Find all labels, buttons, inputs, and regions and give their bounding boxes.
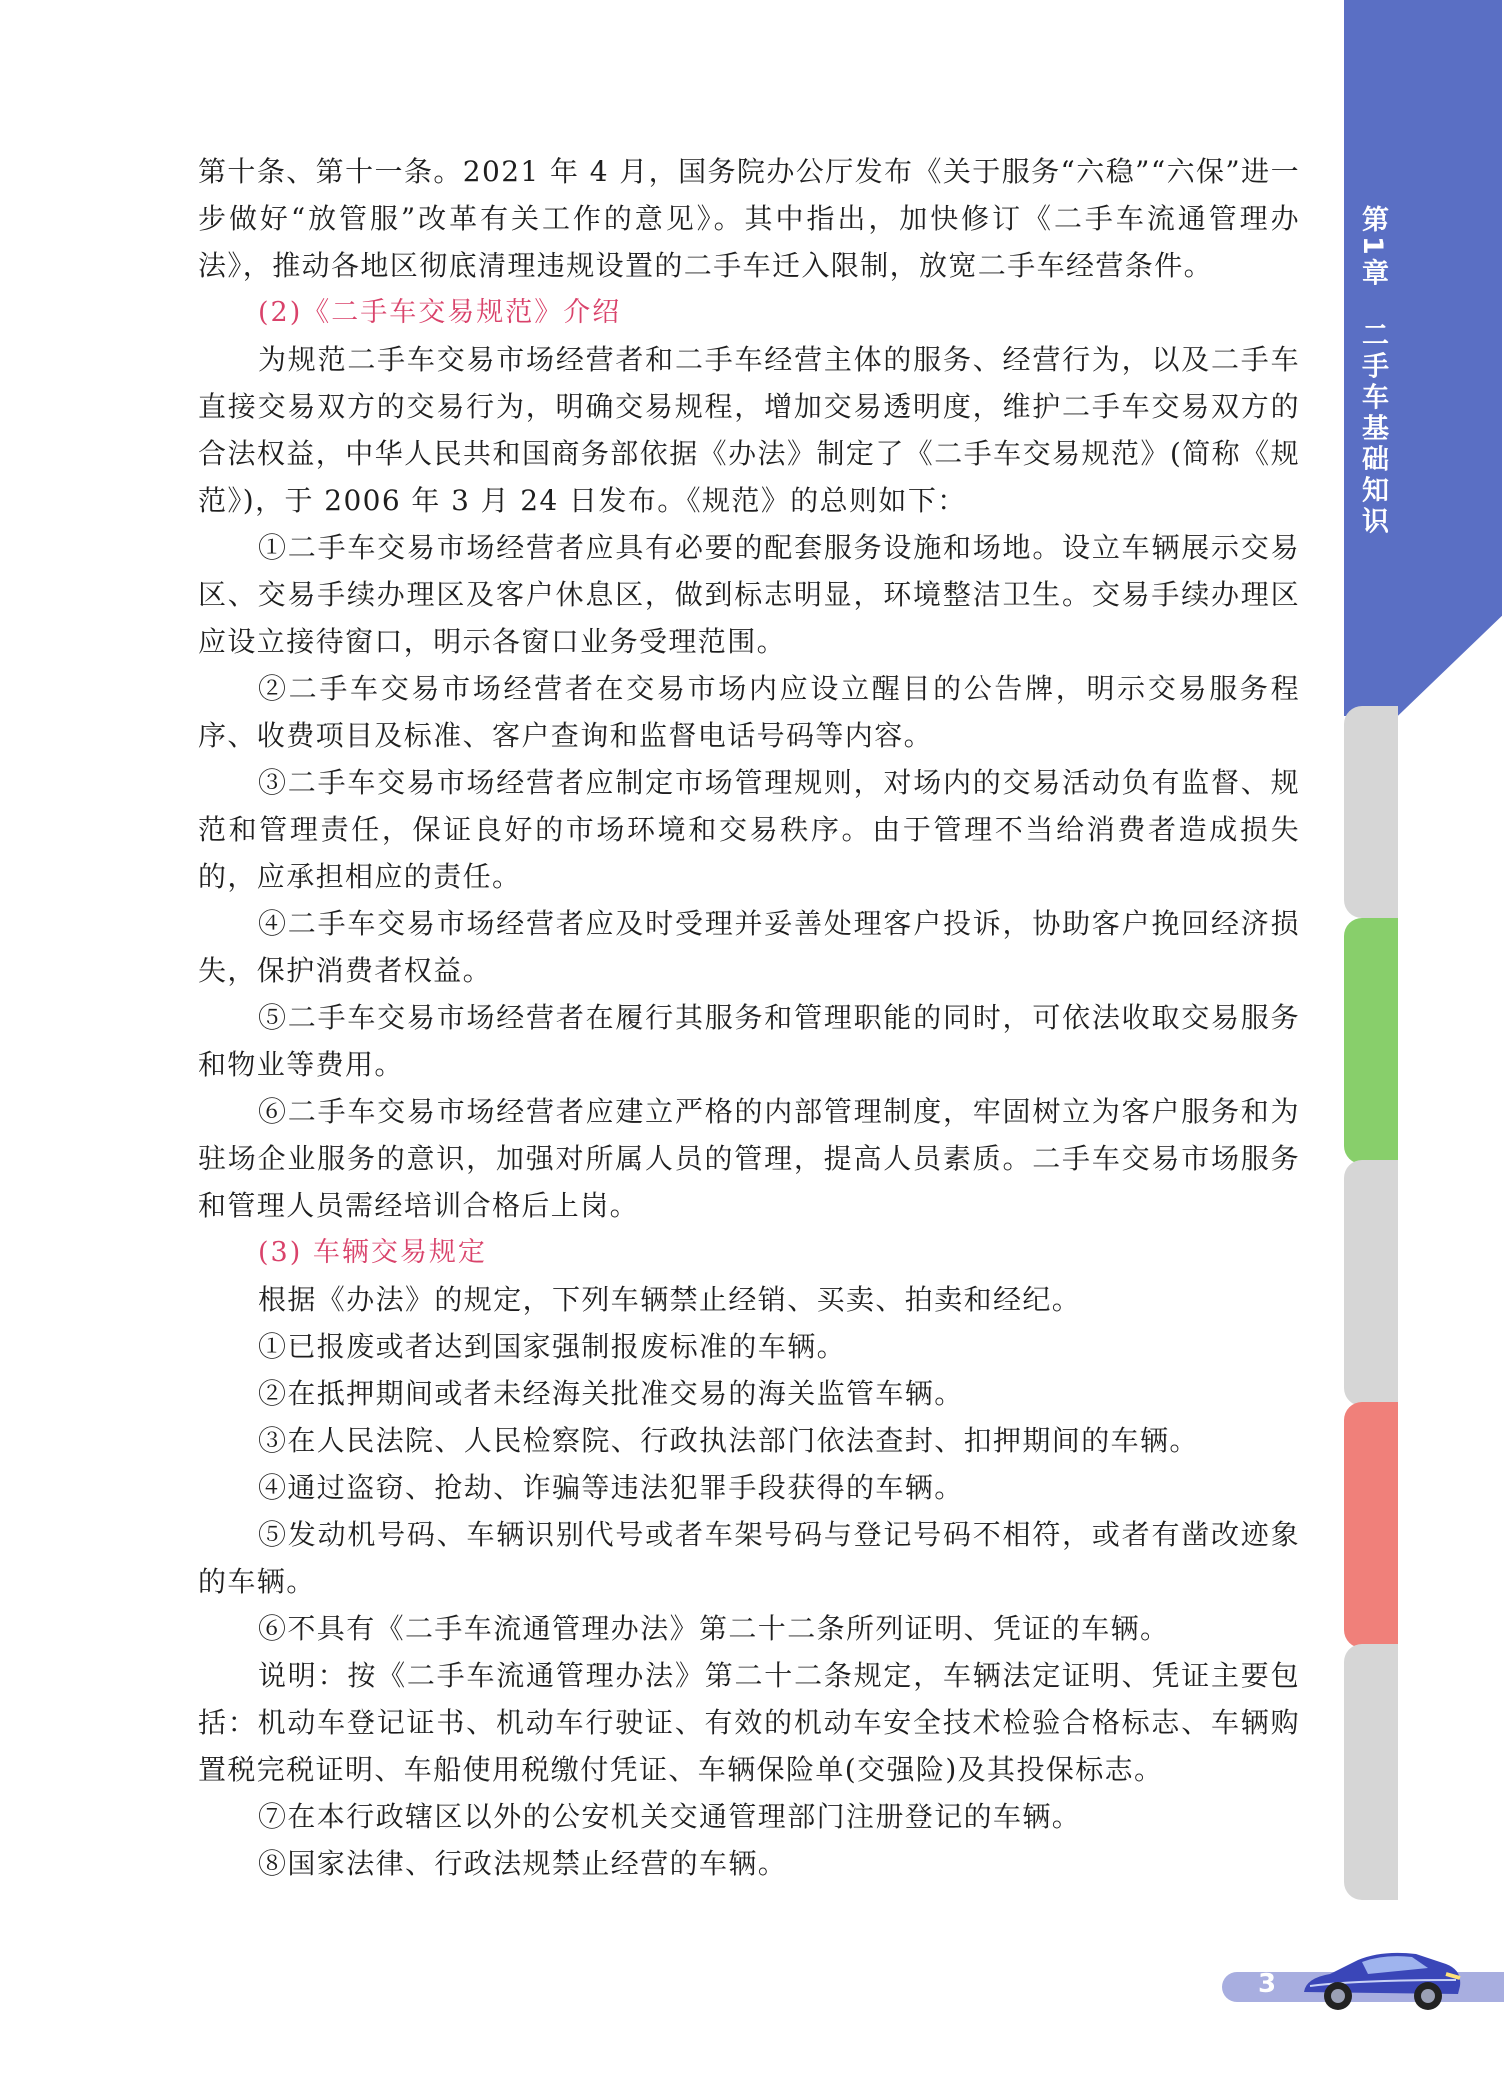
page-body	[198, 148, 1300, 1887]
prohibited-item-4: ④通过盗窃、抢劫、诈骗等违法犯罪手段获得的车辆。	[258, 1471, 964, 1504]
paragraph-intro: 第十条、第十一条。2021 年 4 月，国务院办公厅发布《关于服务“六稳”“六保”进一步做好“放管服”改革有关工作的意见》。其中指出，加快修订《二手车流通管理办法》，推动各地区彻底清理违规设置的二手车迁入限制，放宽二手车经营条件。	[198, 155, 1300, 282]
prohibited-item-8: ⑧国家法律、行政法规禁止经营的车辆。	[258, 1847, 788, 1880]
chapter-label: 第1章 二手车基础知识	[1357, 205, 1388, 538]
chapter-tab-3[interactable]	[1344, 918, 1398, 1164]
rule-item-3: ③二手车交易市场经营者应制定市场管理规则，对场内的交易活动负有监督、规范和管理责任，保证良好的市场环境和交易秩序。由于管理不当给消费者造成损失的，应承担相应的责任。	[198, 766, 1300, 893]
chapter-tab-4[interactable]	[1344, 1160, 1398, 1406]
section-heading-2: (2)《二手车交易规范》介绍	[258, 297, 622, 328]
chapter-tab-2[interactable]	[1344, 706, 1398, 918]
prohibited-item-2: ②在抵押期间或者未经海关批准交易的海关监管车辆。	[258, 1377, 964, 1410]
car-icon	[1296, 1934, 1466, 2016]
paragraph-prohibited-intro: 根据《办法》的规定，下列车辆禁止经销、买卖、拍卖和经纪。	[258, 1283, 1082, 1316]
rule-item-5: ⑤二手车交易市场经营者在履行其服务和管理职能的同时，可依法收取交易服务和物业等费用。	[198, 1001, 1300, 1081]
prohibited-item-3: ③在人民法院、人民检察院、行政执法部门依法查封、扣押期间的车辆。	[258, 1424, 1199, 1457]
rule-item-4: ④二手车交易市场经营者应及时受理并妥善处理客户投诉，协助客户挽回经济损失，保护消费者权益。	[198, 907, 1300, 987]
chapter-tab-6[interactable]	[1344, 1644, 1398, 1900]
paragraph-norms-intro: 为规范二手车交易市场经营者和二手车经营主体的服务、经营行为，以及二手车直接交易双方的交易行为，明确交易规程，增加交易透明度，维护二手车交易双方的合法权益，中华人民共和国商务部依据《办法》制定了《二手车交易规范》(简称《规范》)，于 2006 年 3 月 24 日发布。《规范》的总则如下：	[198, 343, 1300, 517]
prohibited-item-5: ⑤发动机号码、车辆识别代号或者车架号码与登记号码不相符，或者有凿改迹象的车辆。	[198, 1518, 1300, 1598]
page-number: 3	[1258, 1969, 1277, 1999]
rule-item-6: ⑥二手车交易市场经营者应建立严格的内部管理制度，牢固树立为客户服务和为驻场企业服务的意识，加强对所属人员的管理，提高人员素质。二手车交易市场服务和管理人员需经培训合格后上岗。	[198, 1095, 1300, 1222]
prohibited-item-7: ⑦在本行政辖区以外的公安机关交通管理部门注册登记的车辆。	[258, 1800, 1082, 1833]
prohibited-item-1: ①已报废或者达到国家强制报废标准的车辆。	[258, 1330, 847, 1363]
paragraph-note: 说明：按《二手车流通管理办法》第二十二条规定，车辆法定证明、凭证主要包括：机动车登记证书、机动车行驶证、有效的机动车安全技术检验合格标志、车辆购置税完税证明、车船使用税缴付凭证、车辆保险单(交强险)及其投保标志。	[198, 1659, 1300, 1786]
rule-item-2: ②二手车交易市场经营者在交易市场内应设立醒目的公告牌，明示交易服务程序、收费项目及标准、客户查询和监督电话号码等内容。	[198, 672, 1300, 752]
rule-item-1: ①二手车交易市场经营者应具有必要的配套服务设施和场地。设立车辆展示交易区、交易手续办理区及客户休息区，做到标志明显，环境整洁卫生。交易手续办理区应设立接待窗口，明示各窗口业务受理范围。	[198, 531, 1300, 658]
section-heading-3: (3) 车辆交易规定	[258, 1237, 487, 1268]
chapter-tab-5[interactable]	[1344, 1402, 1398, 1648]
prohibited-item-6: ⑥不具有《二手车流通管理办法》第二十二条所列证明、凭证的车辆。	[258, 1612, 1170, 1645]
